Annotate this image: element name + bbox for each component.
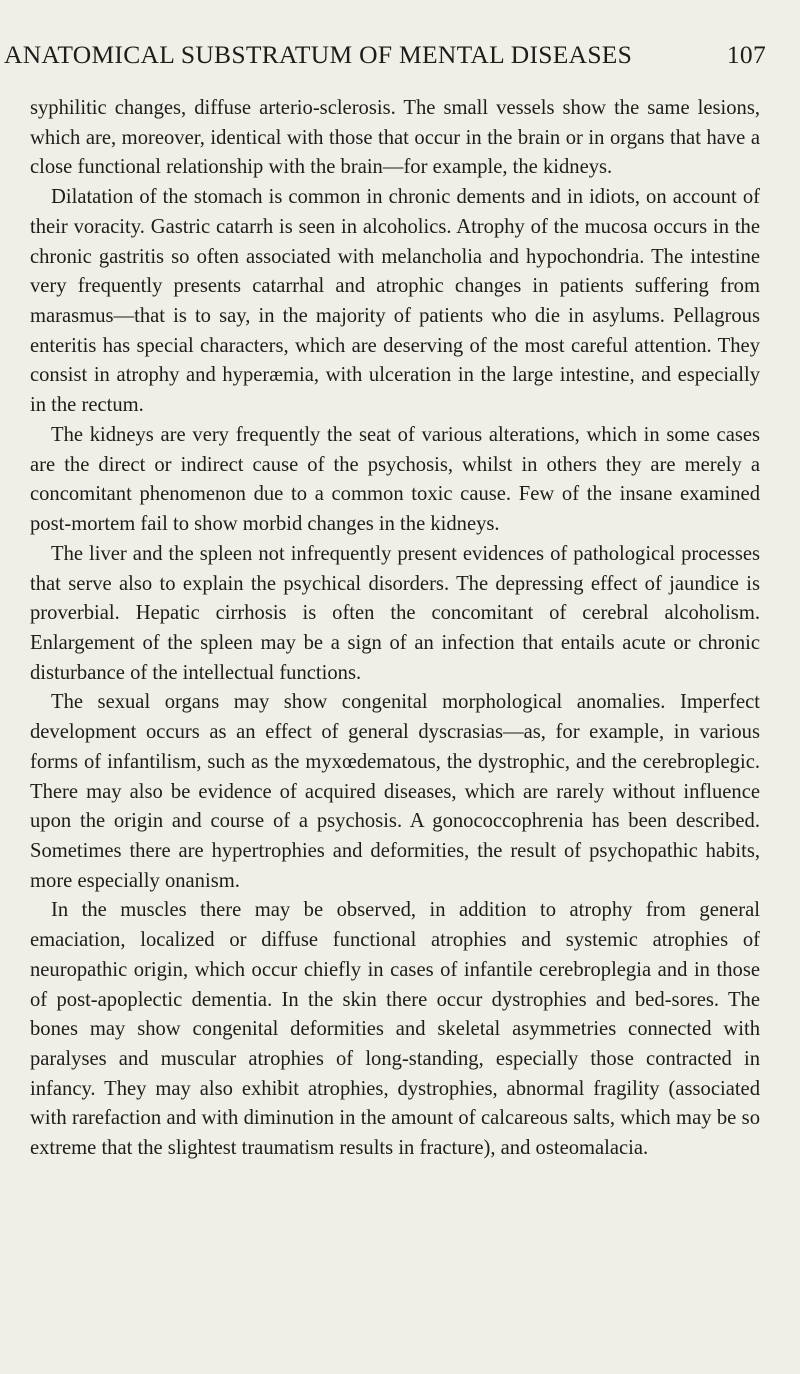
paragraph-stomach-intestine: Dilatation of the stomach is common in chronic dements and in idiots, on account of their voracity. Gastric catarrh is seen in alcoholics. Atrophy of the mucosa occurs in the chronic gastritis so often associated with melancholia and hypochondria. The intestine very frequently presents catarrhal and atrophic changes in patients suffering from marasmus—that is to say, in the majority of patients who die in asylums. Pellagrous enteritis has special characters, which are deserving of the most careful attention. They consist in atrophy and hyperæmia, with ulceration in the large intestine, and especially in the rectum.: [30, 186, 760, 417]
running-head-title: ANATOMICAL SUBSTRATUM OF MENTAL DISEASES: [4, 40, 633, 69]
paragraph-vessels: syphilitic changes, diffuse arterio-sclerosis. The small vessels show the same lesions, which are, moreover, identical with those that occur in the brain or in organs that have a close functional relationship with the brain—for example, the kidneys.: [30, 97, 760, 179]
page-number: 107: [726, 40, 766, 69]
paragraph-muscles-bones: In the muscles there may be observed, in addition to atrophy from general emaciation, localized or diffuse functional atrophies and systemic atrophies of neuropathic origin, which occur chiefly in cases of infantile cerebroplegia and in those of post-apoplectic dementia. In the skin there occur dystrophies and bed-sores. The bones may show congenital deformities and skeletal asymmetries connected with paralyses and muscular atrophies of long-standing, especially those contracted in infancy. They may also exhibit atrophies, dystrophies, abnormal fragility (associated with rarefaction and with diminution in the amount of calcareous salts, which may be so extreme that the slightest traumatism results in fracture), and osteomalacia.: [30, 899, 760, 1160]
paragraph-sexual-organs: The sexual organs may show congenital morphological anomalies. Imperfect development occurs as an effect of general dyscrasias—as, for example, in various forms of infantilism, such as the myxœdematous, the dystrophic, and the cerebroplegic. There may also be evidence of acquired diseases, which are rarely without influence upon the origin and course of a psychosis. A gonococcophrenia has been described. Sometimes there are hypertrophies and deformities, the result of psychopathic habits, more especially onanism.: [30, 691, 760, 892]
paragraph-kidneys: The kidneys are very frequently the seat of various alterations, which in some cases are the direct or indirect cause of the psychosis, whilst in others they are merely a concomitant phenomenon due to a common toxic cause. Few of the insane examined post-mortem fail to show morbid changes in the kidneys.: [30, 423, 760, 536]
running-head: [4, 40, 766, 70]
paragraph-liver-spleen: The liver and the spleen not infrequently present evidences of pathological processes that serve also to explain the psychical disorders. The depressing effect of jaundice is proverbial. Hepatic cirrhosis is often the concomitant of cerebral alcoholism. Enlargement of the spleen may be a sign of an infection that entails acute or chronic disturbance of the intellectual functions.: [30, 542, 760, 684]
body-text: [30, 94, 760, 1164]
